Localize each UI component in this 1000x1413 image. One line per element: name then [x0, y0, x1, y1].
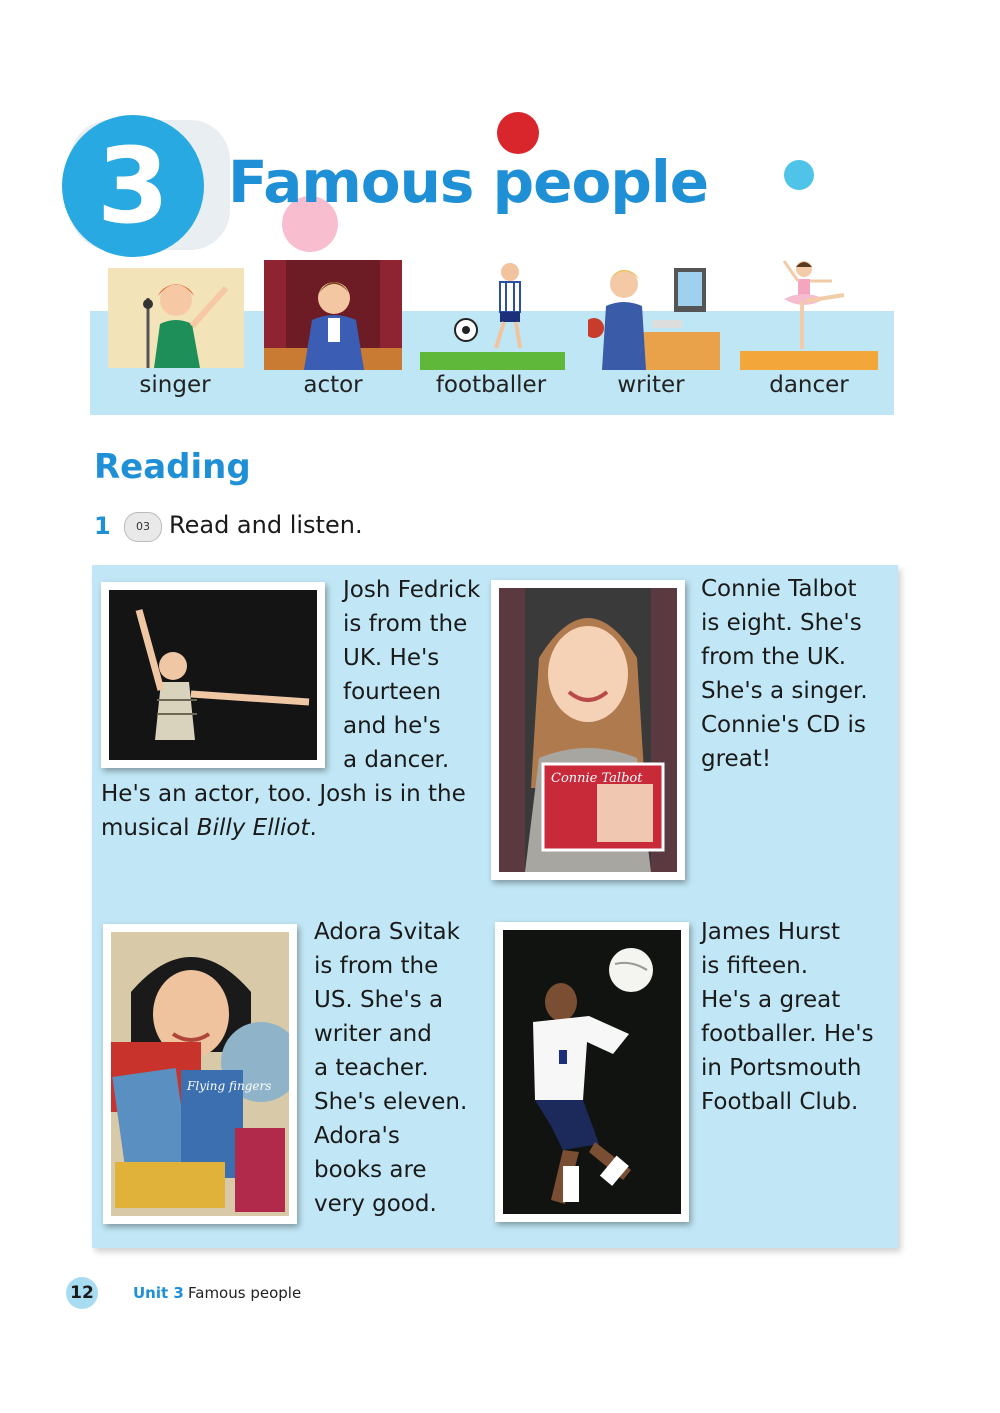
adora-line: a teacher. [314, 1055, 429, 1081]
josh-line: is from the [343, 611, 468, 637]
adora-line: Adora Svitak [314, 919, 460, 945]
adora-line: She's eleven. [314, 1089, 468, 1115]
footer-unit-title: Famous people [188, 1284, 302, 1302]
james-text-block [701, 915, 874, 1119]
page-title: Famous people [228, 148, 709, 216]
adora-line: books are [314, 1157, 427, 1183]
adora-line: writer and [314, 1021, 432, 1047]
james-footballer-image [503, 930, 681, 1214]
adora-writer-image [111, 932, 289, 1216]
james-line: in Portsmouth [701, 1055, 862, 1081]
page-number: 12 [66, 1277, 98, 1309]
adora-line: Adora's [314, 1123, 400, 1149]
footballer-illustration [420, 258, 565, 370]
connie-singer-image [499, 588, 677, 872]
writer-illustration [588, 258, 720, 370]
james-line: James Hurst [701, 919, 841, 945]
adora-line: very good. [314, 1191, 437, 1217]
josh-text-continued [101, 777, 466, 845]
vocab-label-singer: singer [139, 372, 211, 398]
unit-number-badge: 3 [62, 115, 204, 257]
exercise-number: 1 [94, 512, 111, 540]
audio-cd-icon[interactable] [124, 512, 162, 542]
james-line: He's a great [701, 987, 841, 1013]
connie-line: Connie's CD is [701, 712, 866, 738]
audio-track-number: 03 [136, 520, 150, 533]
connie-photo [491, 580, 685, 880]
blue-dot-decoration [784, 160, 814, 190]
singer-illustration [108, 268, 244, 368]
connie-line: is eight. She's [701, 610, 862, 636]
josh-line: a dancer. [343, 747, 450, 773]
adora-photo [103, 924, 297, 1224]
connie-line: great! [701, 746, 772, 772]
james-photo [495, 922, 689, 1222]
josh-line: He's an actor, too. Josh is in the [101, 781, 466, 807]
josh-line: UK. He's [343, 645, 440, 671]
exercise-instruction: Read and listen. [169, 511, 363, 539]
josh-dancer-image [109, 590, 317, 760]
musical-title: Billy Elliot [196, 815, 310, 841]
james-line: footballer. He's [701, 1021, 874, 1047]
vocab-label-dancer: dancer [769, 372, 849, 398]
josh-line: and he's [343, 713, 441, 739]
cd-cover-text: Connie Talbot [551, 771, 643, 786]
reading-heading: Reading [94, 447, 251, 487]
josh-text-block [343, 573, 480, 777]
adora-line: is from the [314, 953, 439, 979]
josh-line-musical [101, 811, 466, 845]
dancer-illustration [740, 255, 878, 370]
vocab-label-footballer: footballer [435, 372, 547, 398]
vocab-label-actor: actor [303, 372, 363, 398]
adora-text-block [314, 915, 467, 1221]
connie-line: She's a singer. [701, 678, 868, 704]
josh-line: Josh Fedrick [343, 577, 481, 603]
connie-line: Connie Talbot [701, 576, 857, 602]
josh-line-suffix: . [309, 815, 317, 841]
james-line: is fifteen. [701, 953, 809, 979]
adora-line: US. She's a [314, 987, 444, 1013]
josh-line: fourteen [343, 679, 442, 705]
connie-line: from the UK. [701, 644, 847, 670]
actor-illustration [264, 260, 402, 370]
book-cover-text: Flying fingers [187, 1079, 272, 1093]
josh-photo [101, 582, 325, 768]
connie-text-block [701, 572, 868, 776]
vocab-label-writer: writer [617, 372, 685, 398]
james-line: Football Club. [701, 1089, 859, 1115]
josh-line-prefix: musical [101, 815, 197, 841]
footer-unit-label: Unit 3 [133, 1284, 184, 1302]
